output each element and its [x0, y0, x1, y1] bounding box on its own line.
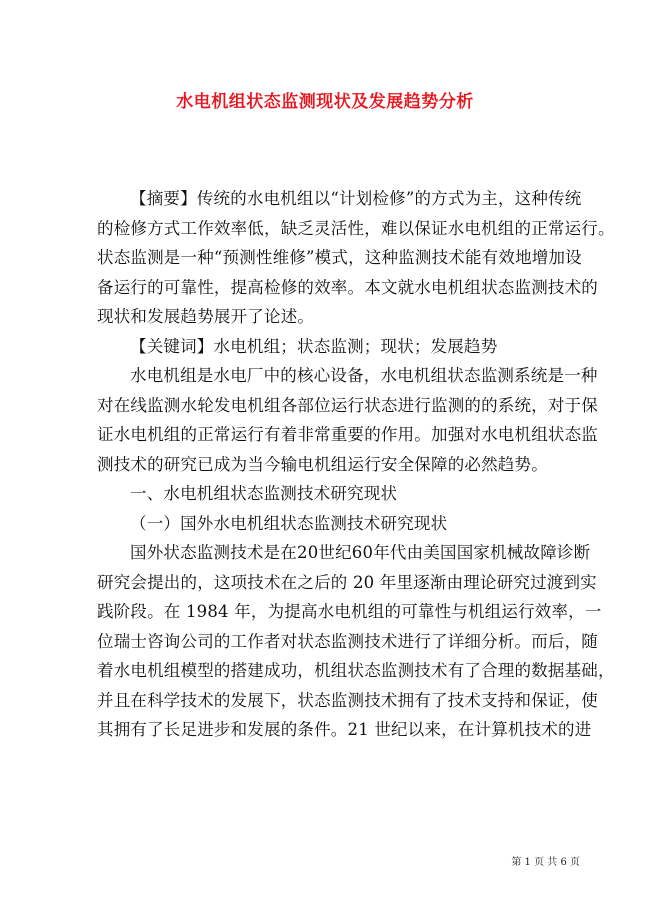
body-text-line: （一）国外水电机组状态监测技术研究现状 [130, 513, 448, 533]
body-text-line: 其拥有了长足进步和发展的条件。21 世纪以来，在计算机技术的进 [97, 720, 592, 739]
body-text-line: 水电机组是水电厂中的核心设备，水电机组状态监测系统是一种 [130, 366, 598, 385]
body-text-line: 并且在科学技术的发展下，状态监测技术拥有了技术支持和保证，使 [97, 690, 598, 710]
body-text-line: 证水电机组的正常运行有着非常重要的作用。加强对水电机组状态监 [97, 425, 598, 444]
body-text-line: 国外状态监测技术是在20世纪60年代由美国国家机械故障诊断 [130, 543, 591, 562]
body-text-line: 【摘要】传统的水电机组以“计划检修”的方式为主，这种传统 [130, 189, 582, 208]
body-text-line: 位瑞士咨询公司的工作者对状态监测技术进行了详细分析。而后，随 [97, 631, 598, 651]
page-number: 第 1 页 共 6 页 [511, 857, 580, 868]
body-text-line: 备运行的可靠性，提高检修的效率。本文就水电机组状态监测技术的 [97, 277, 598, 297]
body-text-line: 着水电机组模型的搭建成功，机组状态监测技术有了合理的数据基础， [97, 661, 615, 680]
body-text-line: 践阶段。在 1984 年，为提高水电机组的可靠性与机组运行效率，一 [97, 602, 602, 621]
document-title: 水电机组状态监测现状及发展趋势分析 [176, 92, 474, 112]
body-text-line: 的检修方式工作效率低，缺乏灵活性，难以保证水电机组的正常运行。 [97, 218, 615, 238]
body-text-line: 对在线监测水轮发电机组各部位运行状态进行监测的的系统，对于保 [97, 395, 598, 415]
body-text-line: 状态监测是一种“预测性维修”模式，这种监测技术能有效地增加设 [97, 248, 582, 267]
body-text-line: 研究会提出的，这项技术在之后的 20 年里逐渐由理论研究过渡到实 [97, 572, 597, 592]
body-text-line: 【关键词】水电机组；状态监测；现状；发展趋势 [130, 336, 498, 356]
body-text-line: 一、水电机组状态监测技术研究现状 [130, 484, 398, 503]
document-body [97, 184, 615, 745]
body-text-line: 现状和发展趋势展开了论述。 [97, 307, 315, 326]
body-text-line: 测技术的研究已成为当今输电机组运行安全保障的必然趋势。 [97, 454, 548, 474]
